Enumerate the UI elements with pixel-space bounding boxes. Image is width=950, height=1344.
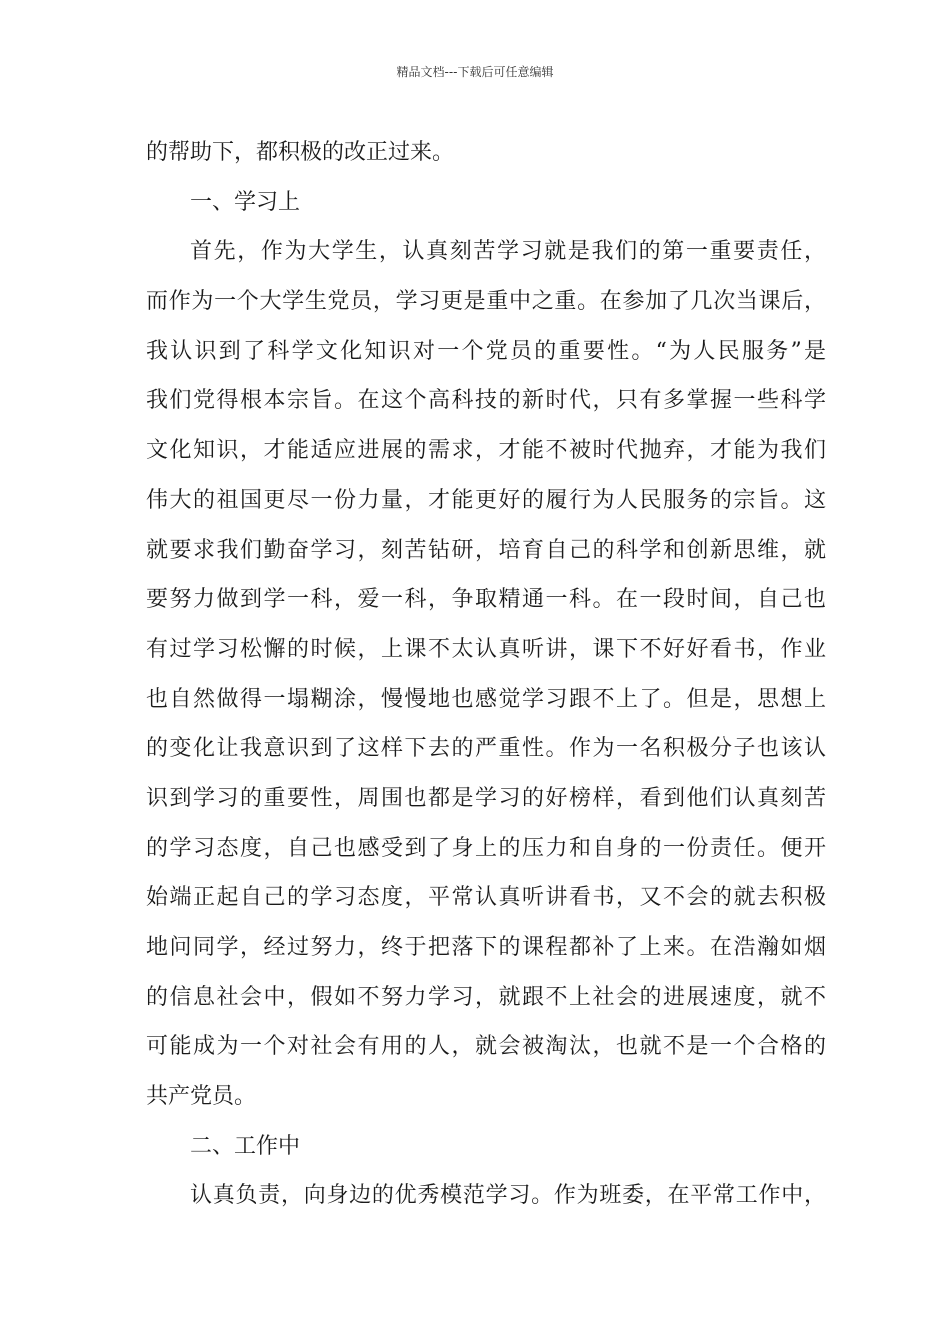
- text-line: 要努力做到学一科，爱一科，争取精通一科。在一段时间，自己也: [146, 587, 826, 613]
- text-line: 我认识到了科学文化知识对一个党员的重要性。“为人民服务”是: [146, 338, 826, 364]
- text-line: 共产党员。: [146, 1084, 257, 1110]
- text-line: 而作为一个大学生党员，学习更是重中之重。在参加了几次当课后，: [146, 289, 826, 315]
- text-line: 伟大的祖国更尽一份力量，才能更好的履行为人民服务的宗旨。这: [146, 487, 826, 513]
- document-body: [146, 128, 826, 1221]
- text-line: 也自然做得一塌糊涂，慢慢地也感觉学习跟不上了。但是，思想上: [146, 686, 826, 712]
- text-line: 的帮助下，都积极的改正过来。: [146, 140, 455, 165]
- text-line: 就要求我们勤奋学习，刻苦钻研，培育自己的科学和创新思维，就: [146, 537, 826, 563]
- text-line: 识到学习的重要性，周围也都是学习的好榜样，看到他们认真刻苦: [146, 785, 826, 811]
- text-line: 首先，作为大学生，认真刻苦学习就是我们的第一重要责任，: [190, 239, 826, 265]
- text-line: 文化知识，才能适应进展的需求，才能不被时代抛弃，才能为我们: [146, 438, 826, 464]
- page-header: 精品文档---下载后可任意编辑: [396, 65, 554, 79]
- text-line: 地问同学，经过努力，终于把落下的课程都补了上来。在浩瀚如烟: [146, 935, 826, 960]
- text-line: 的变化让我意识到了这样下去的严重性。作为一名积极分子也该认: [146, 736, 826, 762]
- text-line: 认真负责，向身边的优秀模范学习。作为班委，在平常工作中，: [190, 1183, 826, 1209]
- text-line: 的学习态度，自己也感受到了身上的压力和自身的一份责任。便开: [146, 835, 826, 861]
- text-line: 始端正起自己的学习态度，平常认真听讲看书，又不会的就去积极: [146, 885, 826, 911]
- text-line: 可能成为一个对社会有用的人，就会被淘汰，也就不是一个合格的: [146, 1034, 826, 1060]
- text-line: 一、学习上: [190, 189, 301, 215]
- text-line: 的信息社会中，假如不努力学习，就跟不上社会的进展速度，就不: [146, 984, 826, 1010]
- text-line: 我们党得根本宗旨。在这个高科技的新时代，只有多掌握一些科学: [146, 388, 826, 414]
- text-line: 二、工作中: [190, 1133, 301, 1159]
- text-line: 有过学习松懈的时候，上课不太认真听讲，课下不好好看书，作业: [146, 636, 826, 662]
